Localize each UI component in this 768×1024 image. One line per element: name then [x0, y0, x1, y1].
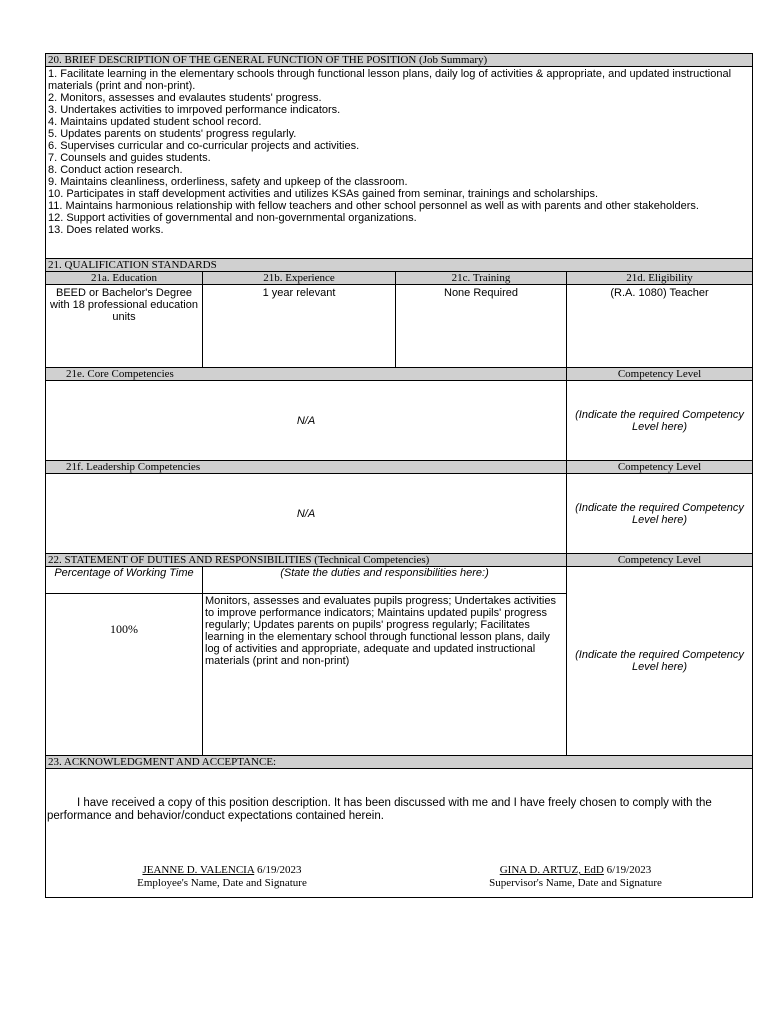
position-description-form — [45, 53, 752, 898]
job-item: 8. Conduct action research. — [48, 164, 183, 176]
acknowledgment-statement: I have received a copy of this position description. It has been discussed with me and I have freely chosen to comply with the performance and behavior/conduct expectations contained herein. — [47, 797, 712, 822]
section21-title: 21. QUALIFICATION STANDARDS — [46, 259, 753, 272]
education-value: BEED or Bachelor's Degree with 18 professional education units — [46, 285, 203, 368]
job-item: 1. Facilitate learning in the elementary schools through functional lesson plans, daily log of activities & appropriate, and updated instructional materials (print and non-print). — [48, 68, 732, 92]
leadership-level-value: (Indicate the required Competency Level here) — [567, 474, 753, 554]
core-level-header: Competency Level — [567, 368, 753, 381]
supervisor-caption: Supervisor's Name, Date and Signature — [489, 877, 662, 889]
job-item: 5. Updates parents on students' progress regularly. — [48, 128, 297, 140]
duties-level-value: (Indicate the required Competency Level here) — [567, 567, 753, 756]
duties-value: Monitors, assesses and evaluates pupils progress; Undertakes activities to improve performance indicators; Maintains updated pupils' progress regularly; Updates parents on pupils' progress regularly; Facilitates learning in the elementary school through functional lesson plans, daily log of activities and appropriate, adequate and updated instructional materials (print and non-print) — [203, 594, 567, 756]
job-item: 12. Support activities of governmental and non-governmental organizations. — [48, 212, 417, 224]
leadership-competencies-header: 21f. Leadership Competencies — [46, 461, 567, 474]
form-table — [45, 53, 753, 898]
job-item: 7. Counsels and guides students. — [48, 152, 211, 164]
employee-name: JEANNE D. VALENCIA — [142, 864, 255, 876]
job-item: 10. Participates in staff development activities and utilizes KSAs gained from seminar, trainings and scholarships. — [48, 188, 599, 200]
job-item: 9. Maintains cleanliness, orderliness, safety and upkeep of the classroom. — [48, 176, 408, 188]
core-competencies-header: 21e. Core Competencies — [46, 368, 567, 381]
supervisor-name: GINA D. ARTUZ, EdD — [499, 864, 604, 876]
section20-title: 20. BRIEF DESCRIPTION OF THE GENERAL FUNCTION OF THE POSITION (Job Summary) — [46, 54, 753, 67]
job-item: 11. Maintains harmonious relationship with fellow teachers and other school personnel as well as with parents and other stakeholders. — [48, 200, 699, 212]
eligibility-header: 21d. Eligibility — [567, 272, 753, 285]
core-competencies-value: N/A — [46, 381, 567, 461]
acknowledgment-box — [46, 769, 753, 898]
eligibility-value: (R.A. 1080) Teacher — [567, 285, 753, 368]
job-summary-list — [46, 67, 753, 259]
job-item: 4. Maintains updated student school record. — [48, 116, 262, 128]
employee-caption: Employee's Name, Date and Signature — [137, 877, 307, 889]
education-header: 21a. Education — [46, 272, 203, 285]
training-header: 21c. Training — [396, 272, 567, 285]
core-level-value: (Indicate the required Competency Level here) — [567, 381, 753, 461]
duties-level-header: Competency Level — [567, 554, 753, 567]
section22-title: 22. STATEMENT OF DUTIES AND RESPONSIBILITIES (Technical Competencies) — [46, 554, 567, 567]
pct-working-time-value: 100% — [46, 594, 203, 756]
leadership-competencies-value: N/A — [46, 474, 567, 554]
job-item: 6. Supervises curricular and co-curricular projects and activities. — [48, 140, 360, 152]
employee-signature-block — [46, 864, 398, 890]
job-item: 3. Undertakes activities to imrpoved performance indicators. — [48, 104, 341, 116]
leadership-level-header: Competency Level — [567, 461, 753, 474]
job-item: 2. Monitors, assesses and evalautes students' progress. — [48, 92, 322, 104]
experience-header: 21b. Experience — [203, 272, 396, 285]
employee-date: 6/19/2023 — [256, 864, 302, 876]
section23-title: 23. ACKNOWLEDGMENT AND ACCEPTANCE: — [46, 756, 753, 769]
supervisor-signature-block — [398, 864, 753, 890]
supervisor-date: 6/19/2023 — [606, 864, 652, 876]
duties-header: (State the duties and responsibilities here:) — [203, 567, 567, 594]
experience-value: 1 year relevant — [203, 285, 396, 368]
job-item: 13. Does related works. — [48, 224, 164, 236]
training-value: None Required — [396, 285, 567, 368]
pct-working-time-header: Percentage of Working Time — [46, 567, 203, 594]
